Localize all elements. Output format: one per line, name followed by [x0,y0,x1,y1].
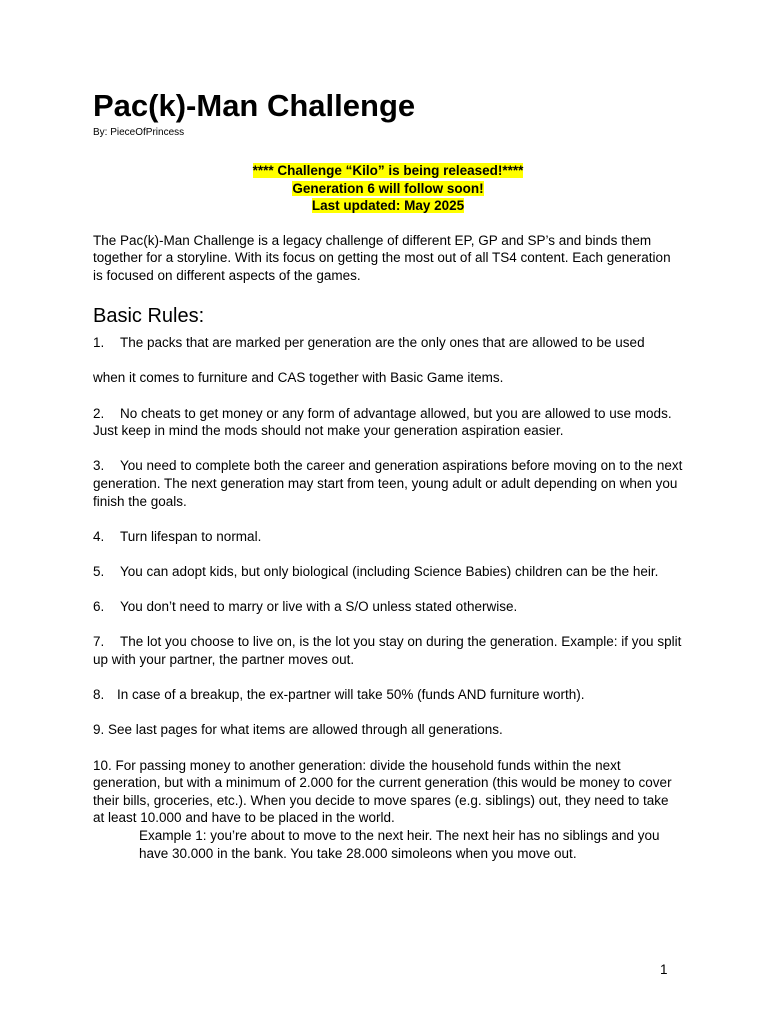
announcement-updated: Last updated: May 2025 [311,198,465,213]
rule-7 [93,633,683,668]
rule-text: The lot you choose to live on, is the lot you stay on during the generation. Example: if you split up with your partner, the partner moves out. [93,634,682,667]
rule-number: 2. [93,405,105,421]
rule-3 [93,457,683,510]
rule-number: 8. [93,687,105,703]
rule-text: You don’t need to marry or live with a S/O unless stated otherwise. [120,599,518,615]
rule-text: You can adopt kids, but only biological (including Science Babies) children can be the heir. [120,564,659,579]
rule-1 [93,334,683,352]
announcement-line [93,180,683,198]
rule-text: The packs that are marked per generation are the only ones that are allowed to be used [120,335,645,351]
author-byline: By: PieceOfPrincess [93,127,185,138]
rule-number: 1. [93,335,105,351]
rule-6 [93,598,683,616]
rule-text: Turn lifespan to normal. [120,528,262,544]
rule-number: 3. [93,458,105,474]
rules-list [93,334,683,862]
rule-text: You need to complete both the career and generation aspirations before moving on to the next generation. The next generation may start from teen, young adult or adult depending on when you finish the goals. [93,458,683,509]
rule-10: 10. For passing money to another generation: divide the household funds within the next generation, but with a minimum of 2.000 for the current generation (this would be money to cover their bills, groceries, etc.). When you decide to move spares (e.g. siblings) out, they need to take at least 10.000 and have to be placed in the world. [93,757,672,826]
rule-10-example: Example 1: you’re about to move to the next heir. The next heir has no siblings and you have 30.000 in the bank. You take 28.000 simoleons when you move out. [139,827,660,861]
rule-text: No cheats to get money or any form of advantage allowed, but you are allowed to use mods. Just keep in mind the mods should not make your generation aspiration easier. [93,405,672,439]
document-title: Pac(k)-Man Challenge [93,88,416,123]
rule-number: 4. [93,528,105,544]
intro-paragraph: The Pac(k)-Man Challenge is a legacy challenge of different EP, GP and SP’s and binds them together for a storyline. With its focus on getting the most out of all TS4 content. Each generation is focused on different aspects of the games. [93,232,671,283]
announcement-block [93,162,683,215]
announcement-line [93,197,683,215]
rule-2 [93,405,683,440]
document-body [93,88,683,862]
announcement-generation: Generation 6 will follow soon! [292,180,484,196]
rule-5 [93,563,683,581]
rules-heading: Basic Rules: [93,305,205,328]
rule-4 [93,528,683,546]
rule-text: In case of a breakup, the ex-partner will take 50% (funds AND furniture worth). [117,687,585,703]
rule-1-continuation: when it comes to furniture and CAS together with Basic Game items. [93,370,504,386]
rule-number: 6. [93,599,105,615]
rule-8 [93,686,683,704]
page-number: 1 [660,962,668,977]
announcement-release: **** Challenge “Kilo” is being released!**** [252,163,524,178]
rule-9: 9. See last pages for what items are allowed through all generations. [93,722,503,738]
announcement-line [93,162,683,180]
rule-number: 5. [93,564,105,579]
rule-number: 7. [93,634,105,650]
